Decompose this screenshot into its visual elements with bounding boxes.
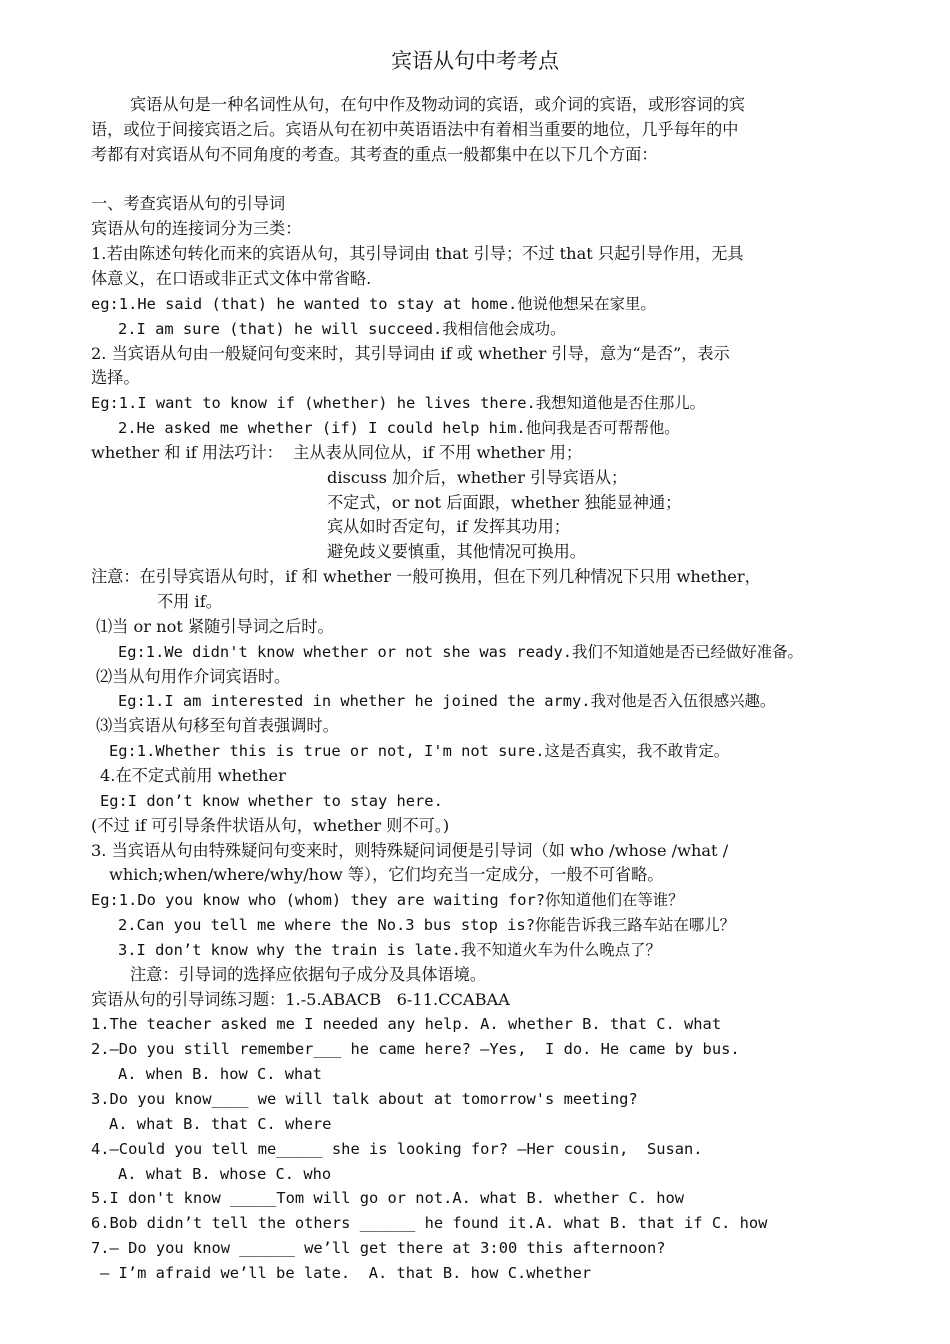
text-line: 考都有对宾语从句不同角度的考查。其考查的重点一般都集中在以下几个方面： <box>91 144 658 164</box>
text-line: 2.—Do you still remember___ he came here? —Yes, I do. He came by bus. <box>91 1040 740 1059</box>
text-line: 2. 当宾语从句由一般疑问句变来时，其引导词由 if 或 whether 引导，意为“是否”，表示 <box>91 343 730 363</box>
text-line: ⑵当从句用作介词宾语时。 <box>96 666 291 686</box>
text-line: Eg:I don’t know whether to stay here. <box>100 791 443 810</box>
text-line: A. what B. whose C. who <box>118 1164 332 1183</box>
text-line: Eg:1.I want to know if (whether) he lives there.我想知道他是否住那儿。 <box>91 394 706 413</box>
text-line: whether 和 if 用法巧计： 主从表从同位从，if 不用 whether 用； <box>91 442 583 462</box>
text-line: A. when B. how C. what <box>118 1065 322 1084</box>
text-line: Eg:1.We didn't know whether or not she was ready.我们不知道她是否已经做好准备。 <box>118 642 803 661</box>
text-line: 3.I don’t know why the train is late.我不知道火车为什么晚点了？ <box>118 940 661 959</box>
text-line: ⑴当 or not 紧随引导词之后时。 <box>96 616 334 636</box>
text-line: 注意：引导词的选择应依据句子成分及具体语境。 <box>130 964 487 984</box>
text-line: A. what B. that C. where <box>109 1114 332 1133</box>
text-line: 1.若由陈述句转化而来的宾语从句，其引导词由 that 引导；不过 that 只起引导作用，无具 <box>91 244 744 264</box>
text-line: 不定式，or not 后面跟，whether 独能显神通； <box>327 492 682 512</box>
text-line: 3. 当宾语从句由特殊疑问句变来时，则特殊疑问词便是引导词（如 who /whose /what / <box>91 840 729 860</box>
text-line: 宾语从句是一种名词性从句，在句中作及物动词的宾语，或介词的宾语，或形容词的宾 <box>130 95 746 114</box>
text-line: which;when/where/why/how 等），它们均充当一定成分，一般不可省略。 <box>109 865 664 885</box>
text-line: ⑶当宾语从句移至句首表强调时。 <box>96 716 339 736</box>
text-line: 一、考查宾语从句的引导词 <box>91 194 286 214</box>
text-line: 2.He asked me whether (if) I could help him.他问我是否可帮帮他。 <box>118 419 680 438</box>
text-line: 不用 if。 <box>157 592 222 611</box>
text-line: discuss 加介后，whether 引导宾语从； <box>327 467 628 487</box>
text-line: 1.The teacher asked me I needed any help. A. whether B. that C. what <box>91 1015 722 1034</box>
text-line: 3.Do you know____ we will talk about at tomorrow's meeting? <box>91 1090 638 1108</box>
text-line: eg:1.He said (that) he wanted to stay at home.他说他想呆在家里。 <box>91 294 656 313</box>
text-line: 宾从如时否定句，if 发挥其功用； <box>327 517 570 537</box>
text-line: 注意：在引导宾语从句时，if 和 whether 一般可换用，但在下列几种情况下只用 whether， <box>91 567 761 587</box>
text-line: 5.I don't know _____Tom will go or not.A. what B. whether C. how <box>91 1189 685 1208</box>
text-line: 宾语从句的连接词分为三类： <box>91 219 302 239</box>
text-line: 2.I am sure (that) he will succeed.我相信他会成功。 <box>118 319 566 338</box>
text-line: (不过 if 可引导条件状语从句，whether 则不可。) <box>91 815 450 835</box>
text-line: Eg:1.I am interested in whether he joined the army.我对他是否入伍很感兴趣。 <box>118 692 776 711</box>
text-line: 4.在不定式前用 whether <box>100 765 286 785</box>
text-line: 选择。 <box>91 368 140 388</box>
text-line: 7.— Do you know ______ we’ll get there at 3:00 this afternoon? <box>91 1239 666 1258</box>
text-line: 宾语从句的引导词练习题：1.-5.ABACB 6-11.CCABAA <box>91 989 510 1009</box>
text-line: Eg:1.Do you know who (whom) they are waiting for?你知道他们在等谁？ <box>91 891 684 910</box>
text-line: 6.Bob didn’t tell the others ______ he found it.A. what B. that if C. how <box>91 1214 768 1233</box>
text-line: — I’m afraid we’ll be late. A. that B. how C.whether <box>100 1263 592 1282</box>
text-line: 避免歧义要慎重，其他情况可换用。 <box>327 542 586 562</box>
text-line: 体意义，在口语或非正式文体中常省略. <box>91 268 372 288</box>
text-line: 语，或位于间接宾语之后。宾语从句在初中英语语法中有着相当重要的地位，几乎每年的中 <box>91 119 739 139</box>
text-line: 2.Can you tell me where the No.3 bus stop is?你能告诉我三路车站在哪儿？ <box>118 916 736 935</box>
document-title: 宾语从句中考考点 <box>391 49 559 73</box>
text-line: 4.—Could you tell me_____ she is looking for? —Her cousin, Susan. <box>91 1139 703 1158</box>
text-line: Eg:1.Whether this is true or not, I'm not sure.这是否真实，我不敢肯定。 <box>109 742 730 761</box>
